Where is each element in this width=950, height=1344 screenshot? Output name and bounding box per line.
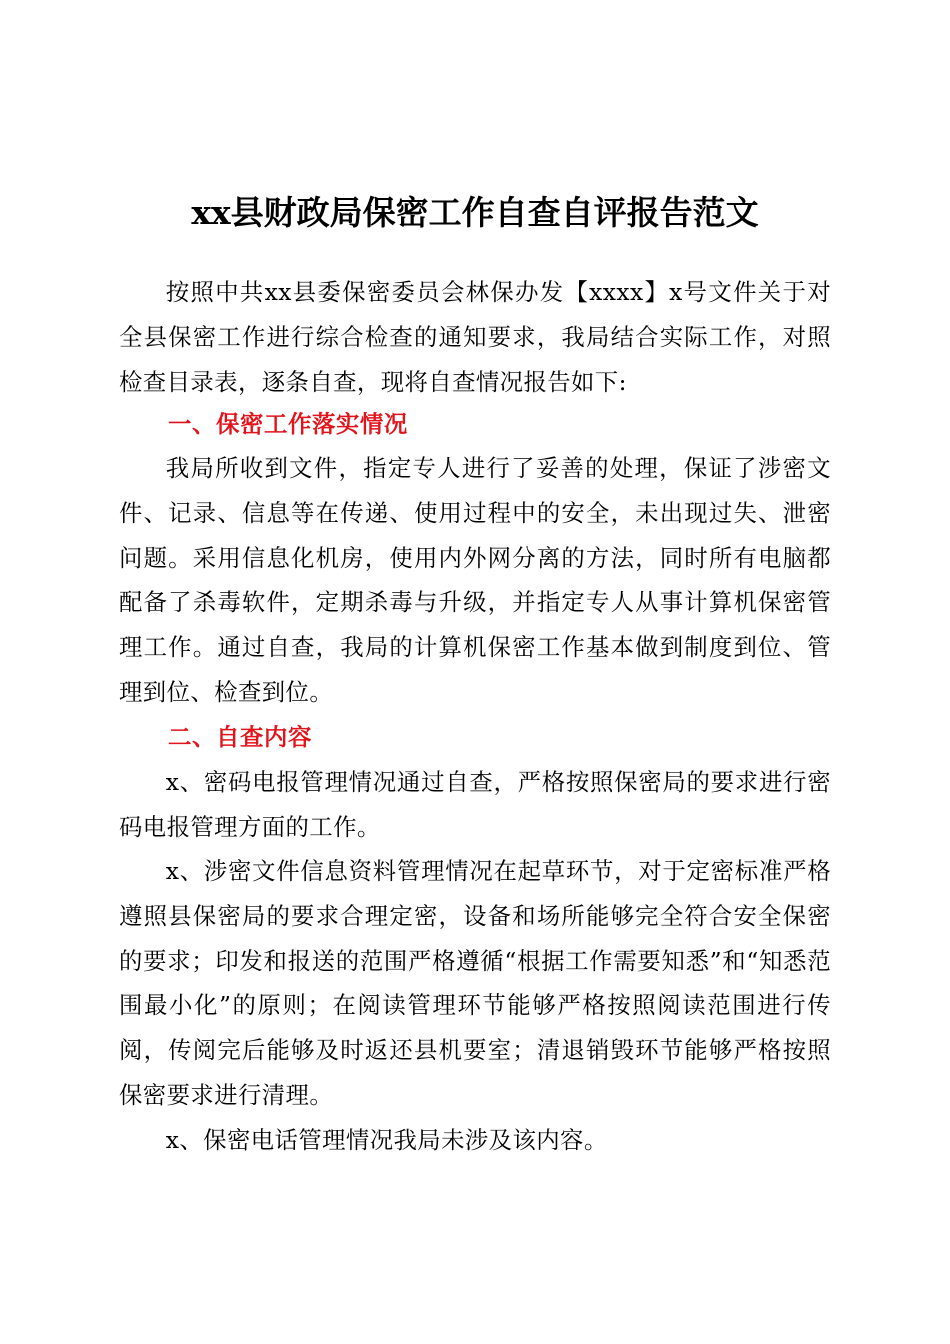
self-check-item-phone: x、保密电话管理情况我局未涉及该内容。 (165, 1126, 608, 1154)
intro-paragraph: 按照中共xx县委保密委员会林保办发【xxxx】x号文件关于对全县保密工作进行综合检查的通知要求，我局结合实际工作，对照检查目录表，逐条自查，现将自查情况报告如下: (119, 278, 831, 396)
self-check-item-documents: x、涉密文件信息资料管理情况在起草环节，对于定密标准严格遵照县保密局的要求合理定密，设备和场所能够完全符合安全保密的要求；印发和报送的范围严格遵循“根据工作需要知悉”和“知悉范围最小化”的原则；在阅读管理环节能够严格按照阅读范围进行传阅，传阅完后能够及时返还县机要室；清退销毁环节能够严格按照保密要求进行清理。 (119, 857, 831, 1109)
section-heading-implementation: 一、保密工作落实情况 (168, 410, 408, 438)
document-title: xx县财政局保密工作自查自评报告范文 (191, 193, 759, 232)
implementation-paragraph: 我局所收到文件，指定专人进行了妥善的处理，保证了涉密文件、记录、信息等在传递、使用过程中的安全，未出现过失、泄密问题。采用信息化机房，使用内外网分离的方法，同时所有电脑都配备了杀毒软件，定期杀毒与升级，并指定专人从事计算机保密管理工作。通过自查，我局的计算机保密工作基本做到制度到位、管理到位、检查到位。 (119, 454, 831, 706)
section-heading-self-check: 二、自查内容 (168, 723, 312, 751)
self-check-item-telegram: x、密码电报管理情况通过自查，严格按照保密局的要求进行密码电报管理方面的工作。 (119, 768, 831, 841)
